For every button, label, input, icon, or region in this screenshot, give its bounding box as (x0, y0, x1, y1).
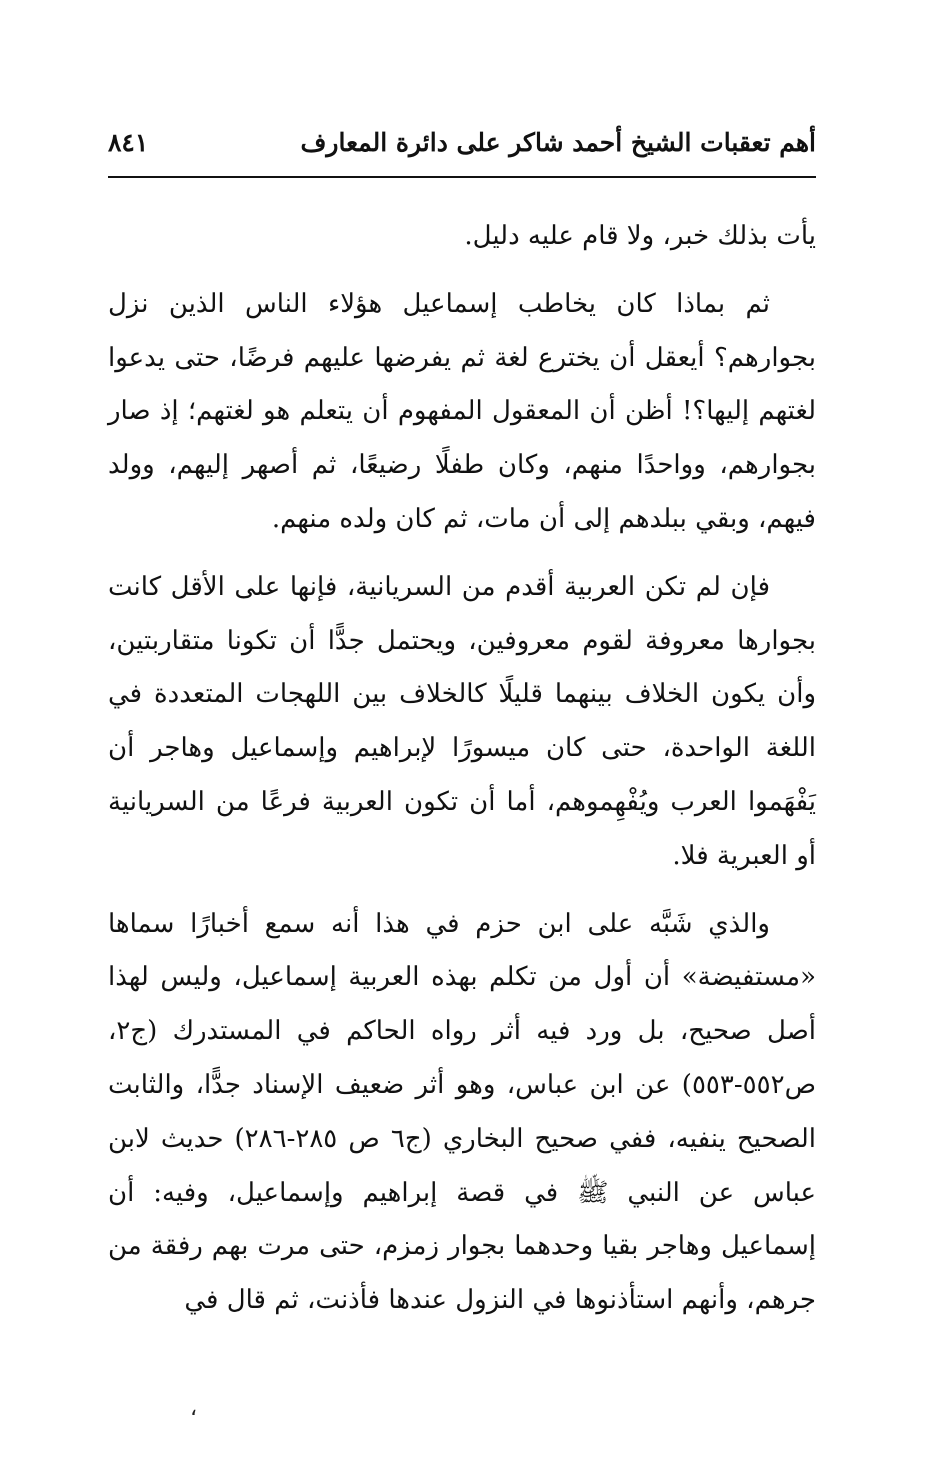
header-divider (108, 176, 816, 178)
footer-mark: ، (190, 1396, 198, 1421)
paragraph: ثم بماذا كان يخاطب إسماعيل هؤلاء الناس الذين نزل بجوارهم؟ أيعقل أن يخترع لغة ثم يفرضها عليهم فرضًا، حتى يدعوا لغتهم إليها؟! أظن أن المعقول المفهوم أن يتعلم هو لغتهم؛ إذ صار بجوارهم، وواحدًا منهم، وكان طفلًا رضيعًا، ثم أصهر إليهم، وولد فيهم، وبقي ببلدهم إلى أن مات، ثم كان ولده منهم. (108, 288, 816, 534)
running-header (108, 120, 816, 170)
header-title: أهم تعقبات الشيخ أحمد شاكر على دائرة المعارف (300, 128, 816, 157)
paragraph-continuation: يأت بذلك خبر، ولا قام عليه دليل. (464, 221, 816, 251)
page-number: ٨٤١ (108, 128, 149, 157)
body-text (108, 210, 816, 1328)
paragraph: والذي شَبَّه على ابن حزم في هذا أنه سمع أخبارًا سماها «مستفيضة» أن أول من تكلم بهذه العربية إسماعيل، وليس لهذا أصل صحيح، بل ورد فيه أثر رواه الحاكم في المستدرك (ج٢، ص٥٥٢-٥٥٣) عن ابن عباس، وهو أثر ضعيف الإسناد جدًّا، والثابت الصحيح ينفيه، ففي صحيح البخاري (ج٦ ص ٢٨٥-٢٨٦) حديث لابن عباس عن النبي ﷺ في قصة إبراهيم وإسماعيل، وفيه: أن إسماعيل وهاجر بقيا وحدهما بجوار زمزم، حتى مرت بهم رفقة من جرهم، وأنهم استأذنوها في النزول عندها فأذنت، ثم قال في (108, 908, 817, 1316)
paragraph: فإن لم تكن العربية أقدم من السريانية، فإنها على الأقل كانت بجوارها معروفة لقوم معروفين، ويحتمل جدًّا أن تكونا متقاربتين، وأن يكون الخلاف بينهما قليلًا كالخلاف بين اللهجات المتعددة في اللغة الواحدة، حتى كان ميسورًا لإبراهيم وإسماعيل وهاجر أن يَفْهَموا العرب ويُفْهِموهم، أما أن تكون العربية فرعًا من السريانية أو العبرية فلا. (108, 571, 816, 871)
